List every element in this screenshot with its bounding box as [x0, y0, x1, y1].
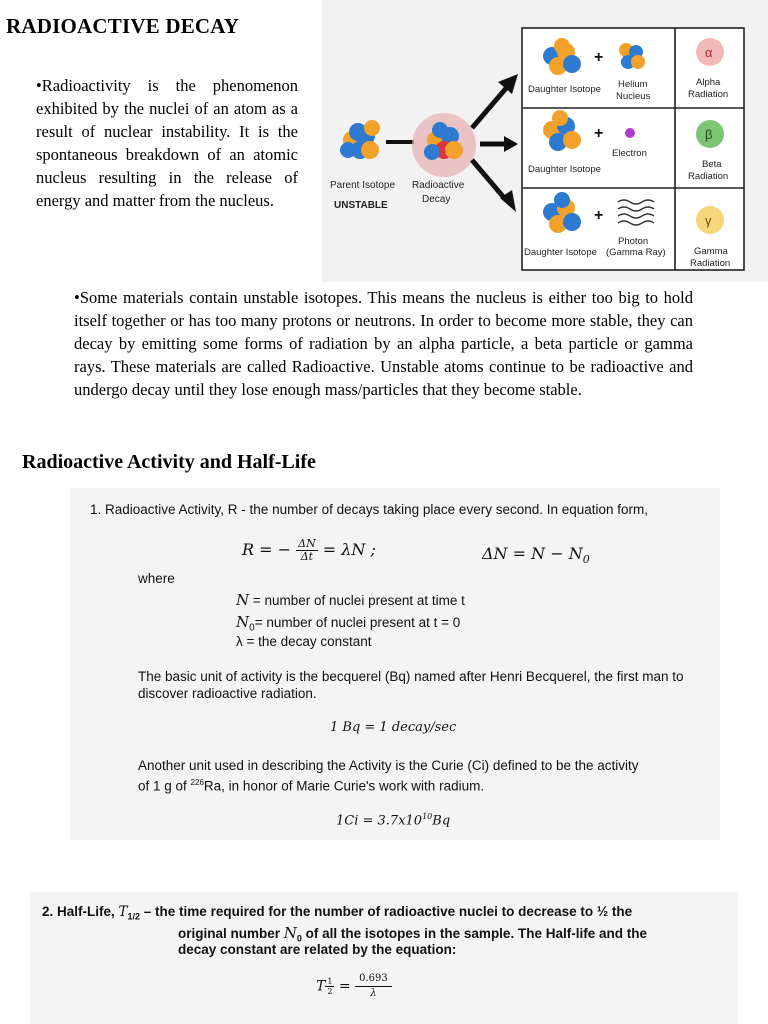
- radioactive-decay-diagram: [322, 0, 768, 282]
- svg-text:Beta: Beta: [702, 159, 722, 170]
- svg-text:+: +: [594, 49, 604, 66]
- unstable-label: UNSTABLE: [334, 200, 388, 211]
- becquerel-equation: 1 Bq = 1 decay/sec: [330, 720, 457, 735]
- svg-text:+: +: [594, 207, 604, 224]
- curie-text: Another unit used in describing the Activity is the Curie (Ci) defined to be the activity of 1 g of $^{226}$Ra, in honor of Marie Curie's work with radium.: [138, 758, 639, 794]
- beta-symbol: β: [705, 127, 713, 142]
- svg-text:Radiation: Radiation: [690, 258, 731, 269]
- daughter-isotope-label: Daughter Isotope: [528, 164, 601, 175]
- page-title: RADIOACTIVE DECAY: [6, 14, 240, 38]
- activity-box: [70, 488, 720, 840]
- activity-equation: R = − $\frac{\Delta N}{\Delta t}$ = λN ;: [242, 537, 376, 563]
- svg-text:Helium: Helium: [618, 79, 648, 90]
- decaying-nucleus-icon: [412, 113, 476, 177]
- halflife-heading: 2. Half-Life, $T_{1/2}$ – the time required for the number of radioactive nuclei to decrease to ½ the: [42, 904, 633, 922]
- daughter-isotope-label: Daughter Isotope: [528, 84, 601, 95]
- second-paragraph: •Some materials contain unstable isotopes. This means the nucleus is either too big to hold itself together or has too many protons or neutrons. In order to become more stable, they can decay by emitting some forms of radiation by an alpha particle, a beta particle or gamma rays. These materials are called Radioactive. Unstable atoms continue to be radioactive and undergo decay until they lose enough mass/particles that they become stable.: [74, 288, 693, 399]
- svg-text:Photon: Photon: [618, 236, 649, 247]
- parent-nucleus-icon: [340, 120, 380, 159]
- definition-n: N = number of nuclei present at time t: [236, 591, 465, 609]
- svg-text:(Gamma Ray): (Gamma Ray): [606, 247, 666, 258]
- halflife-equation: T $\frac{1}{2}$ = $\frac{0.693}{\lambda}$: [316, 972, 392, 1001]
- where-label: where: [138, 571, 175, 586]
- svg-text:Radiation: Radiation: [688, 89, 729, 100]
- daughter-isotope-label: Daughter Isotope: [524, 247, 597, 258]
- radioactive-decay-label-1: Radioactive: [412, 180, 465, 191]
- halflife-line2: original number $N_0$ of all the isotopes in the sample. The Half-life and the: [178, 924, 647, 944]
- definition-n0: $N_0=$ number of nuclei present at t = 0: [236, 613, 461, 634]
- becquerel-text: The basic unit of activity is the becquerel (Bq) named after Henri Becquerel, the first man to discover radioactive radiation.: [138, 669, 684, 701]
- curie-equation: $1Ci = 3.7x10^{10}Bq$: [336, 812, 451, 829]
- gamma-symbol: γ: [705, 213, 712, 228]
- section-heading: Radioactive Activity and Half-Life: [22, 451, 316, 473]
- svg-text:Electron: Electron: [612, 148, 647, 159]
- parent-isotope-label: Parent Isotope: [330, 180, 396, 191]
- alpha-symbol: α: [705, 45, 713, 60]
- intro-paragraph: •Radioactivity is the phenomenon exhibited by the nuclei of an atom as a result of nuclear instability. It is the spontaneous breakdown of an atomic nucleus resulting in the release of energy and matter from the nucleus.: [36, 76, 298, 210]
- definition-lambda: λ = the decay constant: [236, 634, 372, 649]
- delta-n-equation: $\Delta N = N - N_0$: [482, 544, 590, 567]
- halflife-line3: decay constant are related by the equation:: [178, 942, 457, 957]
- electron-icon: [625, 128, 635, 138]
- radioactive-decay-label-2: Decay: [422, 194, 451, 205]
- svg-text:+: +: [594, 125, 604, 142]
- svg-text:Radiation: Radiation: [688, 171, 729, 182]
- activity-heading: 1. Radioactive Activity, R - the number of decays taking place every second. In equation form,: [90, 502, 649, 517]
- svg-text:Gamma: Gamma: [694, 246, 728, 257]
- halflife-box: [30, 892, 738, 1024]
- svg-text:Alpha: Alpha: [696, 77, 721, 88]
- svg-text:Nucleus: Nucleus: [616, 91, 651, 102]
